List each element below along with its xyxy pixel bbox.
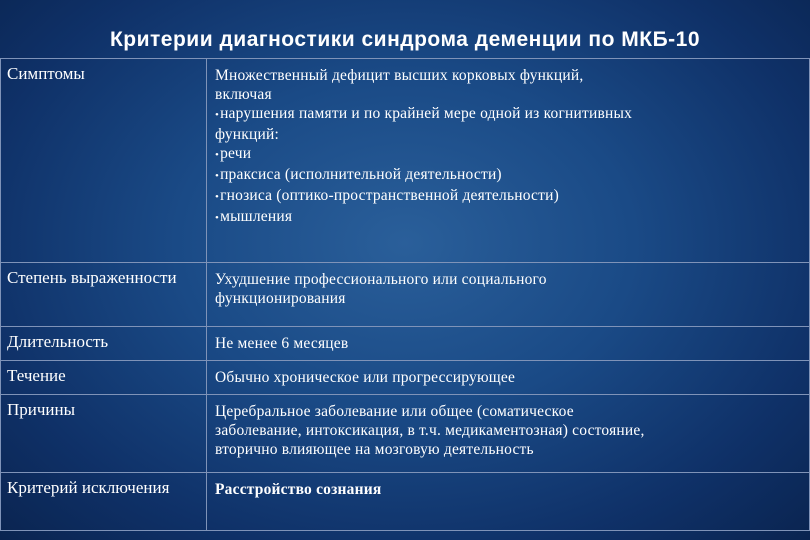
criterion-description <box>207 263 810 327</box>
criterion-description <box>207 395 810 473</box>
criterion-label: Течение <box>1 361 207 395</box>
criterion-label: Критерий исключения <box>1 473 207 531</box>
bullet-item: • мышления <box>215 207 803 228</box>
table-row <box>1 361 810 395</box>
table-row <box>1 395 810 473</box>
description-line: Не менее 6 месяцев <box>215 335 349 352</box>
description-line: Расстройство сознания <box>215 481 382 498</box>
criterion-description <box>207 473 810 531</box>
table-row <box>1 327 810 361</box>
description-line: заболевание, интоксикация, в т.ч. медикаментозная) состояние, <box>215 422 645 439</box>
table-row <box>1 473 810 531</box>
bullet-item: • гнозиса (оптико-пространственной деятельности) <box>215 186 803 207</box>
description-line: Ухудшение профессионального или социального <box>215 271 547 288</box>
bullet-item: • нарушения памяти и по крайней мере одной из когнитивных <box>215 104 803 125</box>
bullet-item: • речи <box>215 144 803 165</box>
criterion-label: Причины <box>1 395 207 473</box>
table-row <box>1 263 810 327</box>
criterion-description <box>207 59 810 263</box>
description-line: вторично влияющее на мозговую деятельность <box>215 441 534 458</box>
description-line: включая <box>215 86 272 103</box>
criterion-description <box>207 327 810 361</box>
description-line: Обычно хроническое или прогрессирующее <box>215 369 516 386</box>
criterion-description <box>207 361 810 395</box>
table-row <box>1 59 810 263</box>
criterion-label: Степень выраженности <box>1 263 207 327</box>
criteria-table <box>0 58 810 531</box>
bullet-item: • праксиса (исполнительной деятельности) <box>215 165 803 186</box>
description-line: Церебральное заболевание или общее (соматическое <box>215 403 574 420</box>
criterion-label: Длительность <box>1 327 207 361</box>
criterion-label: Симптомы <box>1 59 207 263</box>
slide-title: Критерии диагностики синдрома деменции по МКБ-10 <box>109 28 701 51</box>
description-line: функций: <box>215 126 280 143</box>
description-line: функционирования <box>215 290 346 307</box>
description-line: Множественный дефицит высших корковых функций, <box>215 67 584 84</box>
